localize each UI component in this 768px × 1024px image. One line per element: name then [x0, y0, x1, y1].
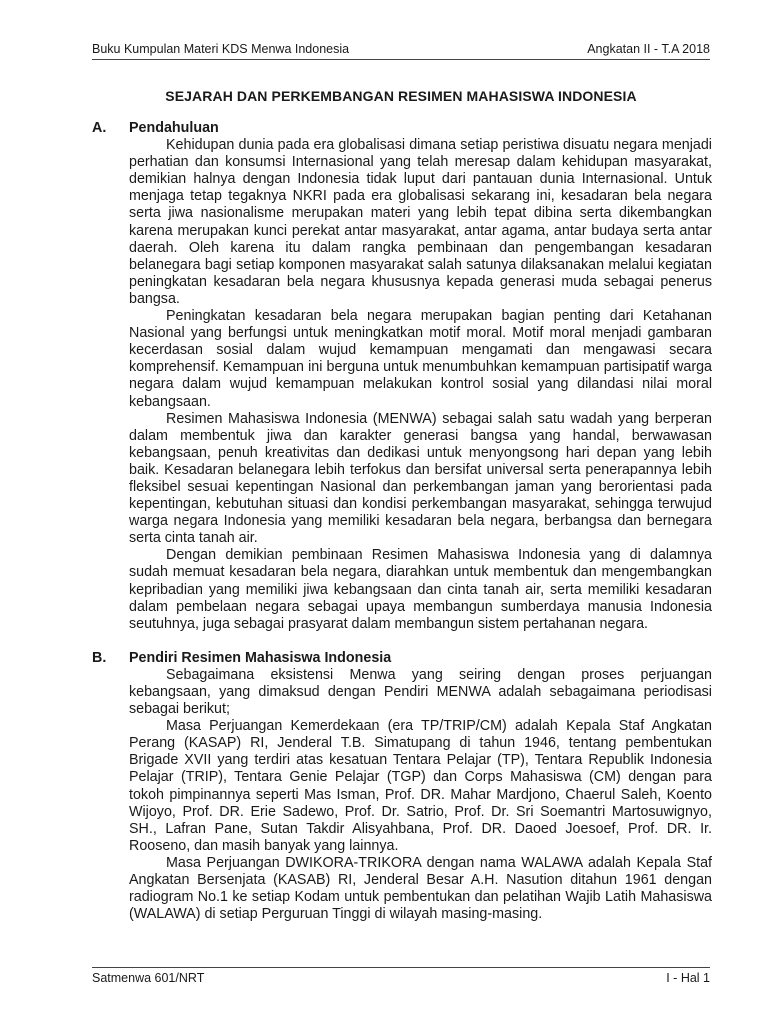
page-header — [92, 42, 710, 60]
section-heading — [92, 120, 712, 137]
footer-left-text: Satmenwa 601/NRT — [92, 971, 205, 985]
section-a — [92, 120, 712, 633]
paragraph: Sebagaimana eksistensi Menwa yang seiring dengan proses perjuangan kebangsaan, yang dimaksud dengan Pendiri MENWA adalah sebagaimana periodisasi sebagai berikut; — [129, 666, 712, 718]
section-heading — [92, 650, 712, 667]
paragraph: Masa Perjuangan Kemerdekaan (era TP/TRIP/CM) adalah Kepala Staf Angkatan Perang (KASAP) RI, Jenderal T.B. Simatupang di tahun 1946, tentang pembentukan Brigade XVII yang terdiri atas kesatuan Tentara Pelajar (TP), Tentara Republik Indonesia Pelajar (TRIP), Tentara Genie Pelajar (TGP) dan Corps Mahasiswa (CM) dengan para tokoh pimpinannya seperti Mas Isman, Prof. DR. Mahar Mardjono, Chaerul Saleh, Koento Wijoyo, Prof. DR. Erie Sadewo, Prof. Dr. Satrio, Prof. Dr. Sri Soemantri Martosuwignyo, SH., Lafran Pane, Sutan Takdir Alisyahbana, Prof. DR. Daoed Joesoef, Prof. DR. Ir. Rooseno, dan masih banyak yang lainnya. — [129, 718, 712, 854]
paragraph: Resimen Mahasiswa Indonesia (MENWA) sebagai salah satu wadah yang berperan dalam membentuk jiwa dan karakter generasi bangsa yang handal, berwawasan kebangsaan, penuh kreativitas dan dedikasi untuk menyongsong hari depan yang lebih baik. Kesadaran belanegara lebih terfokus dan bersifat universal serta penerapannya lebih fleksibel sesuai kepentingan Nasional dan perkembangan jaman yang berorientasi pada kepentingan, kebutuhan situasi dan kondisi perkembangan masyarakat, sehingga terwujud warga negara Indonesia yang memiliki kesadaran bela negara, berbangsa dan bernegara serta cinta tanah air. — [129, 410, 712, 547]
header-left-text: Buku Kumpulan Materi KDS Menwa Indonesia — [92, 42, 350, 56]
paragraph: Kehidupan dunia pada era globalisasi dimana setiap peristiwa disuatu negara menjadi perhatian dan konsumsi Internasional yang telah meresap dalam kehidupan masyarakat, demikian halnya dengan Indonesia tidak luput dari pantauan dunia Internasional. Untuk menjaga tetap tegaknya NKRI pada era globalisasi sekarang ini, kesadaran bela negara serta jiwa nasionalisme merupakan materi yang lebih tepat dibina serta dikembangkan karena merupakan kunci perekat antar masyarakat, antar agama, antar budaya serta antar daerah. Oleh karena itu dalam rangka pembinaan dan pengembangan kesadaran belanegara bagi setiap komponen masyarakat salah satunya dilaksanakan melalui kegiatan peningkatan kesadaran bela negara khususnya kepada generasi muda sebagai penerus bangsa. — [129, 137, 712, 307]
page-footer — [92, 967, 710, 985]
paragraph: Dengan demikian pembinaan Resimen Mahasiswa Indonesia yang di dalamnya sudah memuat kesadaran bela negara, diarahkan untuk membentuk dan mengembangkan kepribadian yang memiliki jiwa kebangsaan dan cinta tanah air, serta memiliki kesadaran dalam pembelaan negara sebagai upaya membangun sumberdaya manusia Indonesia seutuhnya, juga sebagai prasyarat dalam membangun sistem pertahanan negara. — [129, 547, 712, 632]
section-spacer — [92, 633, 712, 650]
section-body — [92, 667, 712, 923]
document-title: SEJARAH DAN PERKEMBANGAN RESIMEN MAHASISWA INDONESIA — [165, 88, 637, 104]
header-right-text: Angkatan II - T.A 2018 — [587, 42, 710, 56]
section-body — [92, 137, 712, 633]
section-b — [92, 650, 712, 924]
section-letter: B. — [92, 649, 107, 666]
section-title: Pendahuluan — [129, 120, 219, 136]
paragraph: Peningkatan kesadaran bela negara merupakan bagian penting dari Ketahanan Nasional yang berfungsi untuk meningkatkan motif moral. Motif moral menjadi gambaran kecerdasan sosial dalam wujud kemampuan mengamati dan mengawasi secara komprehensif. Kemampuan ini berguna untuk menumbuhkan kemampuan partisipatif warga negara dalam wujud kemampuan melakukan kontrol sosial yang dilandasi nilai moral kebangsaan. — [129, 308, 712, 410]
page-number: I - Hal 1 — [666, 971, 710, 985]
document-body — [92, 120, 712, 923]
section-letter: A. — [92, 120, 107, 136]
section-title: Pendiri Resimen Mahasiswa Indonesia — [129, 649, 392, 666]
paragraph: Masa Perjuangan DWIKORA-TRIKORA dengan nama WALAWA adalah Kepala Staf Angkatan Bersenjata (KASAB) RI, Jenderal Besar A.H. Nasution ditahun 1961 dengan radiogram No.1 ke setiap Kodam untuk pembentukan dan pelatihan Wajib Latih Mahasiswa (WALAWA) di setiap Perguruan Tinggi di wilayah masing-masing. — [129, 854, 712, 923]
